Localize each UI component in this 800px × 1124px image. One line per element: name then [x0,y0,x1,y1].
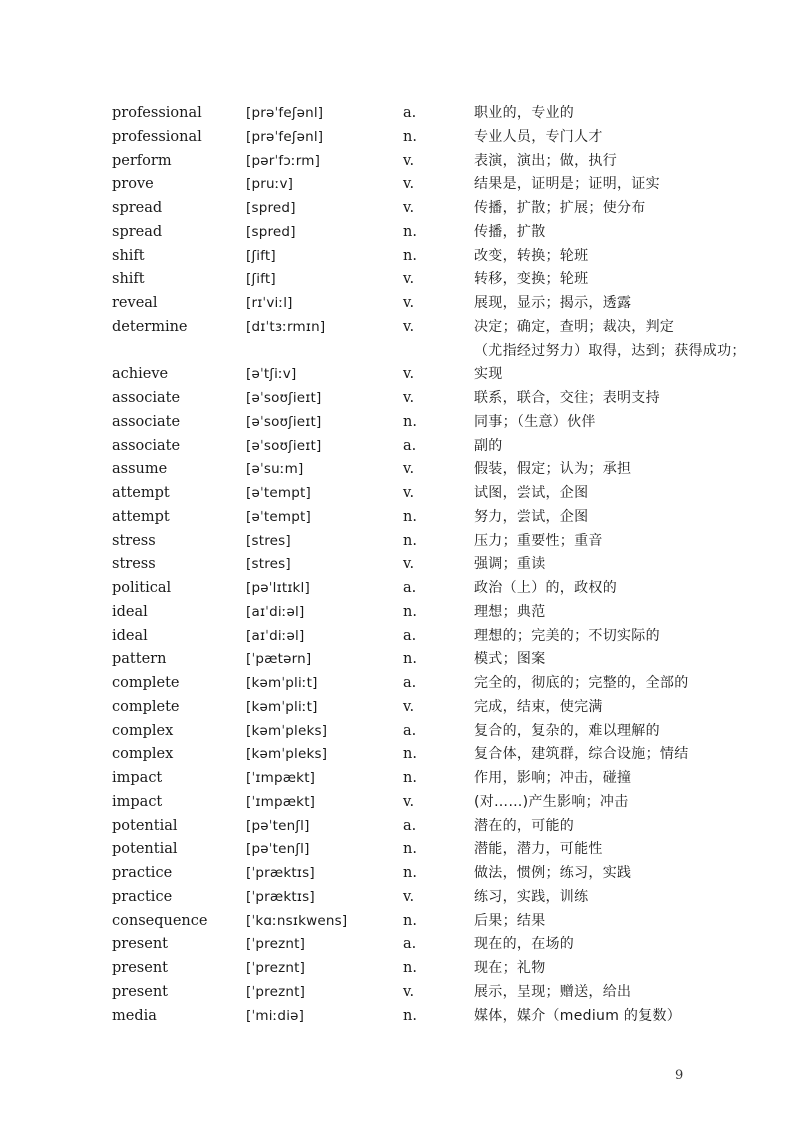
definition-cell: 媒体，媒介（medium 的复数） [474,1007,682,1024]
phonetic-cell: [ˈmiːdiə] [246,1007,305,1024]
phonetic-cell: [pəˈtenʃl] [246,841,310,858]
vocab-row [0,910,800,934]
part-of-speech-cell: n. [403,960,417,976]
word-cell: determine [112,318,188,335]
word-cell: associate [112,413,181,430]
vocab-row [0,720,800,744]
definition-cell: 做法，惯例；练习，实践 [474,865,632,881]
word-cell: attempt [112,485,170,501]
definition-cell: 传播，扩散；扩展；使分布 [474,200,646,216]
vocab-row [0,886,800,910]
vocab-row [0,1005,800,1029]
definition-cell: 复合体，建筑群，综合设施；情结 [474,746,689,763]
part-of-speech-cell: v. [403,318,415,335]
vocab-row [0,173,800,197]
vocab-row [0,743,800,767]
phonetic-cell: [pərˈfɔːrm] [246,152,321,169]
phonetic-cell: [prəˈfeʃənl] [246,105,324,121]
phonetic-cell: [stres] [246,556,291,573]
word-cell: practice [112,865,173,881]
vocab-row [0,458,800,482]
definition-cell: 展现，显示；揭示，透露 [474,295,632,311]
part-of-speech-cell: n. [403,508,417,525]
vocab-row [0,577,800,601]
word-cell: stress [112,556,156,573]
phonetic-cell: [əˈtempt] [246,508,311,525]
phonetic-cell: [ˈpreznt] [246,983,306,1000]
vocab-row [0,553,800,577]
word-cell: assume [112,461,168,478]
phonetic-cell: [kəmˈpliːt] [246,698,318,715]
word-cell: spread [112,223,163,240]
definition-cell: 假装，假定；认为；承担 [474,461,632,478]
definition-cell: (对……)产生影响；冲击 [474,793,629,810]
part-of-speech-cell: a. [403,580,417,596]
phonetic-cell: [pruːv] [246,176,294,193]
vocab-row [0,245,800,269]
definition-cell: （尤指经过努力）取得，达到；获得成功； [474,342,746,359]
part-of-speech-cell: n. [403,413,417,430]
phonetic-cell: [dɪˈtɜːrmɪn] [246,318,326,335]
phonetic-cell: [əˈsoʊʃieɪt] [246,413,322,430]
phonetic-cell: [prəˈfeʃənl] [246,128,324,145]
phonetic-cell: [kəmˈpliːt] [246,675,318,691]
definition-cell: 现在的，在场的 [474,936,575,953]
phonetic-cell: [ˈɪmpækt] [246,770,316,786]
phonetic-cell: [ʃift] [246,247,276,264]
definition-cell: 政治（上）的，政权的 [474,580,617,596]
part-of-speech-cell: n. [403,247,417,264]
definition-continuation-row [0,340,800,364]
definition-cell: 专业人员，专门人才 [474,128,603,145]
word-cell: shift [112,271,145,288]
definition-cell: 强调；重读 [474,556,546,573]
word-cell: perform [112,152,172,169]
phonetic-cell: [ˈpætərn] [246,651,312,668]
part-of-speech-cell: a. [403,936,417,953]
definition-cell: 现在；礼物 [474,960,546,976]
phonetic-cell: [ˈpræktɪs] [246,888,315,905]
definition-cell: 传播，扩散 [474,223,546,240]
vocab-row [0,601,800,625]
vocab-row [0,435,800,459]
definition-cell: 后果；结果 [474,912,546,929]
part-of-speech-cell: v. [403,461,415,478]
word-cell: associate [112,390,181,406]
word-cell: impact [112,793,163,810]
word-cell: stress [112,532,156,549]
word-cell: impact [112,770,163,786]
vocab-row [0,672,800,696]
word-cell: reveal [112,295,158,311]
phonetic-cell: [əˈtʃiːv] [246,366,297,383]
definition-cell: 压力；重要性；重音 [474,532,603,549]
vocab-row [0,197,800,221]
phonetic-cell: [pəˈtenʃl] [246,817,310,834]
phonetic-cell: [kəmˈpleks] [246,722,328,739]
phonetic-cell: [rɪˈviːl] [246,295,293,311]
definition-cell: 表演，演出；做，执行 [474,152,617,169]
part-of-speech-cell: n. [403,651,417,668]
phonetic-cell: [spred] [246,200,296,216]
definition-cell: 试图，尝试，企图 [474,485,589,501]
vocab-row [0,530,800,554]
word-cell: present [112,960,168,976]
vocab-row [0,363,800,387]
vocab-row [0,482,800,506]
vocab-row [0,981,800,1005]
part-of-speech-cell: n. [403,912,417,929]
page-number: 9 [675,1068,684,1083]
definition-cell: 潜在的，可能的 [474,817,575,834]
definition-cell: 潜能，潜力，可能性 [474,841,603,858]
definition-cell: 改变，转换；轮班 [474,247,589,264]
word-cell: potential [112,841,178,858]
part-of-speech-cell: n. [403,223,417,240]
vocab-row [0,221,800,245]
part-of-speech-cell: v. [403,152,415,169]
part-of-speech-cell: v. [403,390,415,406]
part-of-speech-cell: n. [403,1007,417,1024]
word-cell: practice [112,888,173,905]
definition-cell: 结果是，证明是；证明，证实 [474,176,660,193]
part-of-speech-cell: n. [403,128,417,145]
vocab-row [0,862,800,886]
phonetic-cell: [ˈpræktɪs] [246,865,315,881]
part-of-speech-cell: v. [403,271,415,288]
vocab-row [0,411,800,435]
definition-cell: 同事；（生意）伙伴 [474,413,596,430]
phonetic-cell: [ˈpreznt] [246,936,306,953]
definition-cell: 作用，影响；冲击，碰撞 [474,770,632,786]
definition-cell: 理想；典范 [474,603,546,620]
vocab-row [0,126,800,150]
word-cell: shift [112,247,145,264]
word-cell: pattern [112,651,167,668]
definition-cell: 理想的；完美的；不切实际的 [474,627,660,644]
vocab-row [0,387,800,411]
word-cell: ideal [112,603,148,620]
phonetic-cell: [ˈɪmpækt] [246,793,316,810]
definition-cell: 决定；确定，查明；裁决，判定 [474,318,675,335]
part-of-speech-cell: v. [403,793,415,810]
part-of-speech-cell: a. [403,722,417,739]
definition-cell: 努力，尝试，企图 [474,508,589,525]
part-of-speech-cell: n. [403,841,417,858]
phonetic-cell: [aɪˈdiːəl] [246,627,305,644]
definition-cell: 完全的，彻底的；完整的，全部的 [474,675,689,691]
vocab-row [0,933,800,957]
word-cell: present [112,983,168,1000]
definition-cell: 完成，结束，使完满 [474,698,603,715]
word-cell: associate [112,437,181,454]
word-cell: potential [112,817,178,834]
definition-cell: 副的 [474,437,503,454]
part-of-speech-cell: v. [403,366,415,383]
word-cell: ideal [112,627,148,644]
part-of-speech-cell: v. [403,295,415,311]
word-cell: consequence [112,912,208,929]
vocab-row [0,292,800,316]
word-cell: professional [112,105,202,121]
phonetic-cell: [aɪˈdiːəl] [246,603,305,620]
word-cell: complex [112,746,174,763]
vocabulary-list [0,102,800,1028]
phonetic-cell: [əˈtempt] [246,485,311,501]
vocab-row [0,648,800,672]
part-of-speech-cell: v. [403,983,415,1000]
vocab-row [0,625,800,649]
part-of-speech-cell: a. [403,675,417,691]
definition-cell: 联系，联合，交往；表明支持 [474,390,660,406]
word-cell: political [112,580,172,596]
vocab-row [0,150,800,174]
definition-cell: 复合的，复杂的，难以理解的 [474,722,660,739]
part-of-speech-cell: a. [403,817,417,834]
word-cell: attempt [112,508,170,525]
definition-cell: 实现 [474,366,503,383]
phonetic-cell: [spred] [246,223,296,240]
vocab-row [0,815,800,839]
part-of-speech-cell: v. [403,888,415,905]
part-of-speech-cell: v. [403,698,415,715]
word-cell: spread [112,200,163,216]
word-cell: media [112,1007,157,1024]
word-cell: achieve [112,366,169,383]
part-of-speech-cell: v. [403,485,415,501]
phonetic-cell: [əˈsoʊʃieɪt] [246,437,322,454]
phonetic-cell: [ˈpreznt] [246,960,306,976]
definition-cell: 练习，实践，训练 [474,888,589,905]
phonetic-cell: [ˈkɑːnsɪkwens] [246,912,348,929]
part-of-speech-cell: a. [403,437,417,454]
part-of-speech-cell: a. [403,627,417,644]
word-cell: complete [112,698,180,715]
part-of-speech-cell: a. [403,105,417,121]
phonetic-cell: [stres] [246,532,291,549]
vocab-row [0,268,800,292]
phonetic-cell: [pəˈlɪtɪkl] [246,580,310,596]
definition-cell: 模式；图案 [474,651,546,668]
definition-cell: 职业的，专业的 [474,105,575,121]
word-cell: complete [112,675,180,691]
part-of-speech-cell: v. [403,176,415,193]
vocab-row [0,102,800,126]
part-of-speech-cell: n. [403,746,417,763]
phonetic-cell: [əˈsoʊʃieɪt] [246,390,322,406]
word-cell: prove [112,176,154,193]
part-of-speech-cell: n. [403,603,417,620]
part-of-speech-cell: v. [403,200,415,216]
phonetic-cell: [ʃift] [246,271,276,288]
word-cell: professional [112,128,202,145]
part-of-speech-cell: v. [403,556,415,573]
vocab-row [0,506,800,530]
definition-cell: 展示，呈现；赠送，给出 [474,983,632,1000]
vocab-row [0,957,800,981]
part-of-speech-cell: n. [403,865,417,881]
word-cell: present [112,936,168,953]
phonetic-cell: [kəmˈpleks] [246,746,328,763]
vocab-row [0,838,800,862]
vocab-row [0,316,800,340]
vocab-row [0,791,800,815]
definition-cell: 转移，变换；轮班 [474,271,589,288]
vocab-row [0,696,800,720]
vocab-row [0,767,800,791]
phonetic-cell: [əˈsuːm] [246,461,304,478]
word-cell: complex [112,722,174,739]
part-of-speech-cell: n. [403,770,417,786]
part-of-speech-cell: n. [403,532,417,549]
